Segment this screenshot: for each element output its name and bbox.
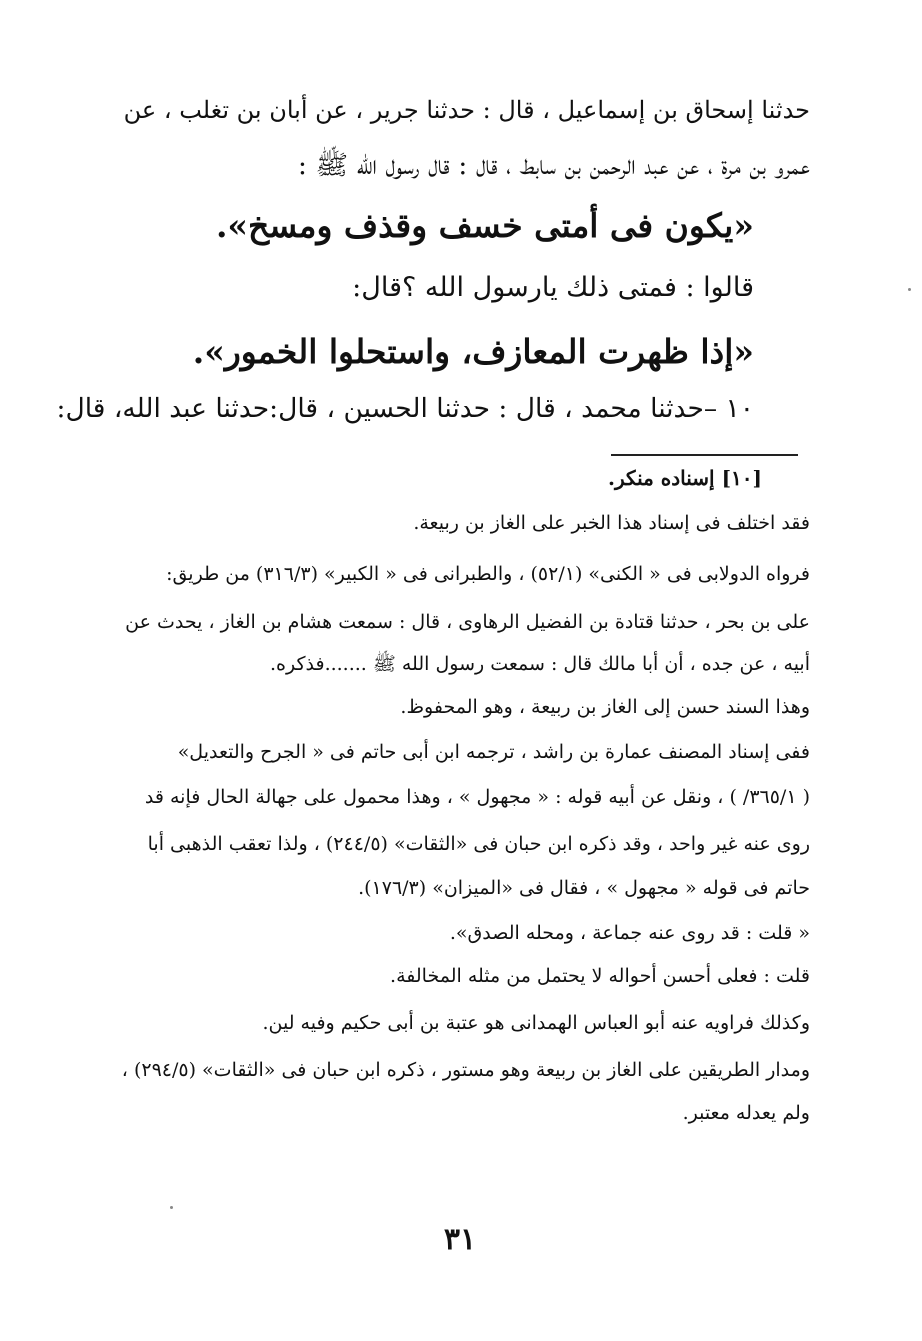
hadith-text: «يكون فى أمتى خسف وقذف ومسخ». bbox=[215, 206, 754, 245]
footnote-heading: [١٠] إسناده منكر. bbox=[608, 466, 762, 490]
page-number: ٣١ bbox=[443, 1222, 477, 1257]
footnote-line: أبيه ، عن جده ، أن أبا مالك قال : سمعت رسول الله ﷺ .......فذكره. bbox=[269, 653, 810, 675]
footnote-line: « قلت : قد روى عنه جماعة ، ومحله الصدق». bbox=[449, 922, 810, 944]
footnote-line: ففى إسناد المصنف عمارة بن راشد ، ترجمه ابن أبى حاتم فى « الجرح والتعديل» bbox=[177, 741, 810, 763]
footnote-line: ولم يعدله معتبر. bbox=[682, 1102, 810, 1124]
hadith-number-line: ١٠ –حدثنا محمد ، قال : حدثنا الحسين ، قال:حدثنا عبد الله، قال: bbox=[56, 393, 754, 424]
footnote-line: قلت : فعلى أحسن أحواله لا يحتمل من مثله المخالفة. bbox=[390, 965, 810, 987]
footnote-line: ( ٣٦٥/١/ ) ، ونقل عن أبيه قوله : « مجهول » ، وهذا محمول على جهالة الحال فإنه قد bbox=[144, 786, 810, 808]
footnote-line: فرواه الدولابى فى « الكنى» (٥٢/١) ، والطبرانى فى « الكبير» (٣١٦/٣) من طريق: bbox=[166, 563, 810, 585]
footnote-line: وهذا السند حسن إلى الغاز بن ربيعة ، وهو المحفوظ. bbox=[400, 696, 810, 718]
footnote-line: فقد اختلف فى إسناد هذا الخبر على الغاز بن ربيعة. bbox=[413, 512, 810, 534]
footnote-line: حاتم فى قوله « مجهول » ، فقال فى «الميزان» (١٧٦/٣). bbox=[358, 877, 810, 899]
scan-speck bbox=[908, 288, 911, 291]
main-text-line: عمرو بن مرة ، عن عبد الرحمن بن سابط ، قال : قال رسول الله ﷺ : bbox=[297, 150, 810, 181]
main-text-line: قالوا : فمتى ذلك يارسول الله ؟قال: bbox=[352, 272, 754, 303]
footnote-line: ومدار الطريقين على الغاز بن ربيعة وهو مستور ، ذكره ابن حبان فى «الثقات» (٢٩٤/٥) ، bbox=[121, 1059, 810, 1081]
footnote-separator bbox=[611, 454, 798, 456]
footnote-line: وكذلك فراويه عنه أبو العباس الهمدانى هو عتبة بن أبى حكيم وفيه لين. bbox=[262, 1012, 810, 1034]
footnote-line: على بن بحر ، حدثنا قتادة بن الفضيل الرهاوى ، قال : سمعت هشام بن الغاز ، يحدث عن bbox=[125, 611, 810, 633]
footnote-line: روى عنه غير واحد ، وقد ذكره ابن حبان فى «الثقات» (٢٤٤/٥) ، ولذا تعقب الذهبى أبا bbox=[147, 833, 810, 855]
hadith-text: «إذا ظهرت المعازف، واستحلوا الخمور». bbox=[192, 332, 754, 371]
scan-speck bbox=[170, 1206, 173, 1209]
main-text-line: حدثنا إسحاق بن إسماعيل ، قال : حدثنا جرير ، عن أبان بن تغلب ، عن bbox=[123, 96, 810, 124]
